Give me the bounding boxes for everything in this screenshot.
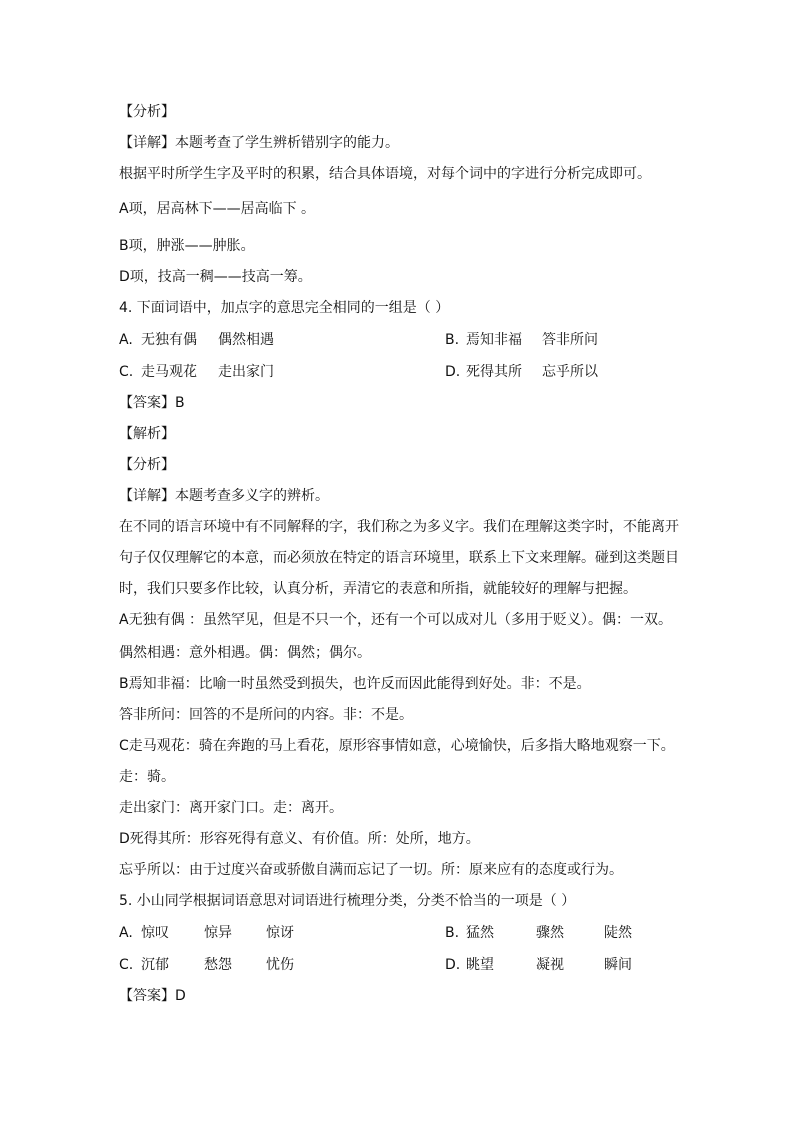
q5-option-a-word-1: 惊叹 [141,925,169,941]
detail-heading: 【详解】本题考查了学生辨析错别字的能力。 [119,135,399,151]
q5-option-c [119,955,133,975]
q4-explain-c-1: C走马观花：骑在奔跑的马上看花，原形容事情如意，心境愉快，后多指大略地观察一下。 [119,738,675,754]
option-letter: C. [119,957,134,973]
option-letter: B. [445,332,460,348]
q4-answer: 【答案】B [119,395,185,411]
q4-explain-d-1: D死得其所：形容死得有意义、有价值。所：处所，地方。 [119,831,480,847]
q5-option-a-word-3: 惊讶 [266,925,294,941]
q4-paragraph-line-1: 在不同的语言环境中有不同解释的字，我们称之为多义字。我们在理解这类字时，不能离开 [119,519,679,535]
q4-solution-heading: 【解析】 [119,426,175,442]
q4-explain-b-2: 答非所问：回答的不是所问的内容。非：不是。 [119,707,413,723]
option-letter: C. [119,364,134,380]
q4-option-b-word-2: 答非所问 [542,332,598,348]
option-letter: A. [119,925,133,941]
q5-option-b-word-2: 骤然 [536,925,564,941]
q4-option-c-word-1: 走马观花 [141,364,197,380]
q4-option-a-word-2: 偶然相遇 [218,332,274,348]
option-letter: D. [445,957,461,973]
q4-detail-heading: 【详解】本题考查多义字的辨析。 [119,488,329,504]
explanation-d: D项，技高一稠——技高一筹。 [119,269,312,285]
q4-option-b [445,330,459,350]
option-letter: B. [445,925,460,941]
q4-paragraph-line-3: 时，我们只要多作比较，认真分析，弄清它的表意和所指，就能较好的理解与把握。 [119,581,637,597]
q5-option-c-word-2: 愁怨 [204,957,232,973]
q4-option-a [119,330,133,350]
q4-option-a-word-1: 无独有偶 [141,332,197,348]
explanation-a: A项，居高林下——居高临下 。 [119,201,316,217]
q4-explain-c-2: 走：骑。 [119,769,175,785]
q4-explain-b-1: B焉知非福：比喻一时虽然受到损失，也许反而因此能得到好处。非：不是。 [119,676,591,692]
q5-answer: 【答案】D [119,988,186,1004]
q5-option-a [119,923,133,943]
question-4-stem: 4. 下面词语中，加点字的意思完全相同的一组是（ ） [119,300,450,316]
q4-analysis-heading: 【分析】 [119,457,175,473]
q5-option-d [445,955,460,975]
q5-option-b-word-3: 陡然 [604,925,632,941]
q5-option-d-word-3: 瞬间 [604,957,632,973]
question-5-stem: 5. 小山同学根据词语意思对词语进行梳理分类，分类不恰当的一项是（ ） [119,893,576,909]
q5-option-c-word-1: 沉郁 [141,957,169,973]
q5-option-c-word-3: 忧伤 [266,957,294,973]
q5-option-a-word-2: 惊异 [204,925,232,941]
q4-option-d [445,362,460,382]
q5-option-d-word-2: 凝视 [536,957,564,973]
option-letter: A. [119,332,133,348]
q4-explain-a-1: A无独有偶 ：虽然罕见，但是不只一个，还有一个可以成对儿（多用于贬义）。偶：一双。 [119,612,673,628]
q4-explain-c-3: 走出家门：离开家门口。走：离开。 [119,800,343,816]
q4-option-d-word-1: 死得其所 [466,364,522,380]
explanation-b: B项，肿涨——肿胀。 [119,238,255,254]
q4-option-b-word-1: 焉知非福 [466,332,522,348]
q4-explain-d-2: 忘乎所以：由于过度兴奋或骄傲自满而忘记了一切。所：原来应有的态度或行为。 [119,862,623,878]
option-letter: D. [445,364,461,380]
q4-paragraph-line-2: 句子仅仅理解它的本意，而必须放在特定的语言环境里，联系上下文来理解。碰到这类题目 [119,550,679,566]
q5-option-d-word-1: 眺望 [466,957,494,973]
q5-option-b [445,923,459,943]
explanation-intro: 根据平时所学生字及平时的积累，结合具体语境，对每个词中的字进行分析完成即可。 [119,166,651,182]
q4-option-d-word-2: 忘乎所以 [542,364,598,380]
q5-option-b-word-1: 猛然 [466,925,494,941]
q4-option-c-word-2: 走出家门 [218,364,274,380]
analysis-heading: 【分析】 [119,104,175,120]
q4-explain-a-2: 偶然相遇：意外相遇。偶：偶然；偶尔。 [119,645,371,661]
q4-option-c [119,362,133,382]
